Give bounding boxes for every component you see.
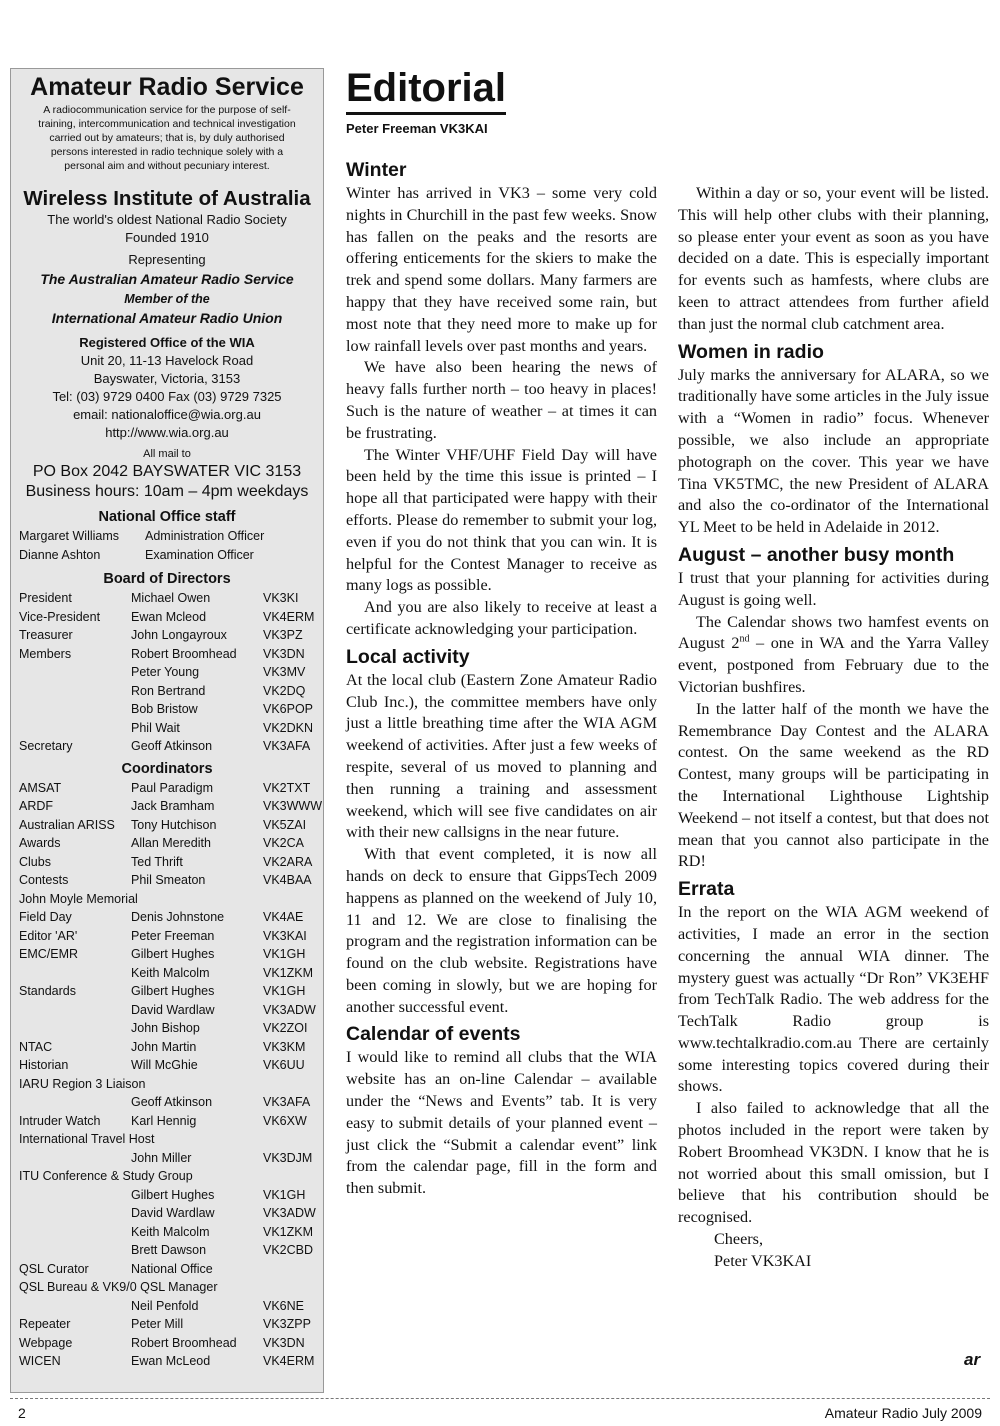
coordinator-row-role: ARDF — [19, 799, 54, 813]
coordinator-row-call: VK6UU — [263, 1058, 305, 1072]
staff-list — [19, 527, 315, 564]
staff-heading: National Office staff — [98, 509, 236, 525]
coordinator-row-call: VK1GH — [263, 1187, 306, 1202]
representing-label: Representing — [128, 252, 206, 267]
paragraph: The Winter VHF/UHF Field Day will have been held by the time this issue is printed – I hope all that participated were happy with their efforts. Please do remember to submit your log, even if you do not think that you can win. It is helpful for the Contest Manager to receive as many logs as possible. — [346, 445, 657, 595]
coordinator-row-name: Karl Hennig — [131, 1113, 197, 1128]
coordinator-row-name: Keith Malcolm — [131, 965, 210, 980]
coordinator-row-name: Phil Smeaton — [131, 873, 206, 887]
coordinator-row-call: VK3DN — [263, 1335, 305, 1350]
coordinator-row — [19, 1297, 315, 1316]
coordinator-row-name: Geoff Atkinson — [131, 1095, 213, 1109]
coordinator-row-role: International Travel Host — [19, 1132, 155, 1146]
coordinator-row-role: WICEN — [19, 1354, 61, 1368]
coordinator-row-role: QSL Curator — [19, 1261, 89, 1276]
editorial-author: Peter Freeman VK3KAI — [346, 121, 488, 136]
coordinators-list — [19, 779, 323, 1371]
coordinator-row — [19, 1130, 315, 1149]
coordinator-row-role: IARU Region 3 Liaison — [19, 1076, 146, 1091]
board-row — [19, 682, 315, 701]
board-row-name: Ron Bertrand — [131, 683, 206, 698]
section-heading-women-in-radio: Women in radio — [678, 340, 824, 363]
coordinator-row-name: Gilbert Hughes — [131, 984, 215, 998]
coordinator-row-role: Awards — [19, 836, 61, 850]
coordinator-row-name: Denis Johnstone — [131, 910, 225, 924]
coordinator-row-call: VK2CA — [263, 836, 304, 850]
board-row-call: VK4ERM — [263, 609, 315, 624]
coordinator-row-call: VK3KM — [263, 1039, 306, 1054]
coordinator-row-name: Allan Meredith — [131, 836, 211, 850]
coordinator-row-call: VK3ZPP — [263, 1317, 311, 1331]
paragraph: At the local club (Eastern Zone Amateur Radio Club Inc.), the committee members have only just a little breathing time after the WIA AGM weekend of activities. After just a few weeks of respite, several of us moved to planning and then running a training and assessment weekend, which will see five candidates on air with their new callsigns in the near future. — [346, 670, 657, 842]
coordinator-row-role: NTAC — [19, 1039, 53, 1054]
coordinator-row-name: John Miller — [131, 1150, 192, 1165]
coordinator-row — [19, 871, 315, 890]
coordinator-row-call: VK1GH — [263, 984, 306, 998]
board-row-call: VK2DKN — [263, 720, 314, 735]
email-address: email: nationaloffice@wia.org.au — [73, 407, 261, 422]
board-row-name: Robert Broomhead — [131, 646, 237, 661]
coordinator-row — [19, 1315, 315, 1334]
coordinator-row-call: VK6NE — [263, 1298, 304, 1313]
publication-footer: Amateur Radio July 2009 — [824, 1405, 982, 1421]
board-row-call: VK3PZ — [263, 628, 303, 642]
staff-row: Dianne Ashton Examination Officer — [19, 547, 254, 562]
section-heading-winter: Winter — [346, 159, 407, 181]
paragraph: The Calendar shows two hamfest events on August 2nd – one in WA and the Yarra Valley event, postponed from February due to the Victorian bushfires. — [678, 612, 989, 696]
coordinator-row — [19, 1241, 315, 1260]
wia-info-sidebar — [10, 68, 324, 1393]
coordinator-row-name: John Martin — [131, 1039, 197, 1054]
coordinator-row-role: Contests — [19, 873, 69, 887]
coordinator-row — [19, 890, 315, 909]
service-description: A radiocommunication service for the purpose of self-training, intercommunication and technical investigation carried out by amateurs; that is, by duly authorised persons interested in radio technique solely with a personal aim and without pecuniary interest. — [38, 104, 296, 172]
coordinator-row — [19, 779, 315, 798]
coordinator-row-name: Tony Hutchison — [131, 817, 217, 832]
board-row-call: VK3MV — [263, 665, 306, 679]
coordinator-row-name: Peter Freeman — [131, 928, 215, 943]
business-hours: Business hours: 10am – 4pm weekdays — [25, 483, 309, 500]
paragraph: In the latter half of the month we have the Remembrance Day Contest and the ALARA contest. On the same weekend as the RD Contest, many groups will be participating in the International Lighthouse Lightship Weekend – not itself a contest, but that does not mean that you cannot also participate in the RD! — [678, 699, 989, 871]
coordinator-row — [19, 927, 315, 946]
coordinator-row — [19, 1278, 315, 1297]
board-row — [19, 589, 315, 608]
member-of-label: Member of the — [124, 292, 210, 306]
board-row-role: Treasurer — [19, 628, 73, 642]
board-row-role: President — [19, 591, 72, 605]
web-address: http://www.wia.org.au — [105, 425, 229, 440]
coordinator-row-name: David Wardlaw — [131, 1206, 215, 1220]
coordinator-row-call: VK3DJM — [263, 1150, 313, 1165]
board-row-name: Bob Bristow — [131, 702, 198, 716]
paragraph: And you are also likely to receive at least a certificate acknowledging your participation. — [346, 598, 657, 638]
coordinator-row-call: VK2ZOI — [263, 1021, 308, 1035]
board-row — [19, 719, 315, 738]
coordinator-row — [19, 945, 315, 964]
coordinator-row-call: VK2CBD — [263, 1243, 314, 1257]
board-row-call: VK3KI — [263, 591, 299, 605]
staff-row: Margaret Williams Administration Officer — [19, 529, 265, 543]
coordinator-row — [19, 1223, 315, 1242]
coordinator-row-name: Robert Broomhead — [131, 1335, 237, 1350]
board-row-role: Vice-President — [19, 609, 101, 624]
section-heading-errata: Errata — [678, 878, 735, 901]
coordinator-row-call: VK2ARA — [263, 854, 313, 869]
coordinator-row-role: Field Day — [19, 910, 72, 924]
wia-tagline: The world's oldest National Radio Society — [47, 212, 287, 227]
board-row-name: Michael Owen — [131, 591, 211, 605]
coordinator-row-name: Will McGhie — [131, 1058, 198, 1072]
section-heading-calendar: Calendar of events — [346, 1023, 521, 1046]
paragraph: In the report on the WIA AGM weekend of activities, I made an error in the section concerning the annual WIA dinner. The mystery guest was actually “Dr Ron” VK3EHF from TechTalk Radio. The web address for the TechTalk Radio group is www.techtalkradio.com.au There are certainly some interesting topics covered during their shows. — [678, 903, 989, 1096]
coordinator-row-name: Neil Penfold — [131, 1298, 199, 1313]
article-column-1 — [346, 158, 657, 1200]
title-underline — [346, 112, 506, 115]
po-box: PO Box 2042 BAYSWATER VIC 3153 — [32, 463, 302, 480]
coordinator-row-call: VK4ERM — [263, 1354, 315, 1368]
coordinator-row-name: Peter Mill — [131, 1317, 184, 1331]
coordinator-row — [19, 1334, 315, 1353]
board-list — [19, 589, 315, 756]
coordinator-row — [19, 1260, 315, 1279]
coordinator-row-role: Standards — [19, 984, 76, 998]
coordinator-row-role: ITU Conference & Study Group — [19, 1169, 193, 1183]
coordinator-row-call: VK1ZKM — [263, 1224, 314, 1239]
coordinator-row-role: EMC/EMR — [19, 947, 79, 961]
office-heading: Registered Office of the WIA — [79, 335, 255, 350]
coordinator-row-name: Paul Paradigm — [131, 780, 213, 795]
coordinator-row — [19, 816, 315, 835]
paragraph: Winter has arrived in VK3 – some very cold nights in Churchill in the past few weeks. Snow has fallen on the peaks and the resorts are offering enticements for the skiers to make the trek and spend some dollars. Many farmers are happy that they have received some rain, but most note that they need more to make up for low rainfall levels over past months and years. — [346, 184, 657, 355]
section-heading-local-activity: Local activity — [346, 645, 470, 668]
mail-to-label: All mail to — [143, 448, 191, 460]
coordinator-row-call: VK1ZKM — [263, 965, 314, 980]
board-row-role: Members — [19, 646, 72, 661]
coordinator-row-call: VK3AFA — [263, 1095, 311, 1109]
board-row-name: Phil Wait — [131, 720, 180, 735]
board-row-call: VK6POP — [263, 702, 314, 716]
coordinator-row — [19, 1204, 315, 1223]
iaru-name: International Amateur Radio Union — [51, 310, 283, 326]
coordinator-row — [19, 797, 323, 816]
coordinator-row — [19, 1167, 315, 1186]
board-row — [19, 663, 315, 682]
coordinator-row-name: Gilbert Hughes — [131, 947, 215, 961]
paragraph: I would like to remind all clubs that the WIA website has an on-line Calendar – available under the “News and Events” tab. It is very easy to submit details of your planned event – just click the “Submit a calendar event” link from the calendar page, fill in the form and then submit. — [346, 1048, 657, 1198]
coordinator-row-role: Australian ARISS — [19, 817, 115, 832]
coordinator-row-call: VK5ZAI — [263, 817, 307, 832]
wia-name: Wireless Institute of Australia — [23, 187, 311, 210]
section-heading-august: August – another busy month — [678, 543, 955, 566]
coordinator-row-call: VK1GH — [263, 947, 306, 961]
paragraph: Within a day or so, your event will be listed. This will help other clubs with their planning, so please enter your event as soon as you have decided on a date. This is especially important for events such as hamfests, where clubs are keen to attract attendees from further afield than just the normal club catchment area. — [678, 184, 989, 333]
signoff-name: Peter VK3KAI — [714, 1251, 812, 1270]
coordinator-row-name: Keith Malcolm — [131, 1224, 210, 1239]
end-of-article-mark: ar — [964, 1350, 981, 1369]
coordinator-row-role: Intruder Watch — [19, 1113, 101, 1128]
coordinator-row-name: Ewan McLeod — [131, 1354, 211, 1368]
paragraph: I trust that your planning for activities during August is going well. — [678, 568, 989, 609]
coordinator-row — [19, 1056, 315, 1075]
coordinator-row-role: John Moyle Memorial — [19, 891, 138, 906]
board-row-name: Ewan Mcleod — [131, 609, 207, 624]
board-row — [19, 700, 315, 719]
coordinator-row-role: AMSAT — [19, 780, 62, 795]
board-row — [19, 608, 315, 627]
coordinator-row-name: Jack Bramham — [131, 799, 215, 813]
coordinator-row-call: VK3ADW — [263, 1002, 316, 1017]
board-row-call: VK3AFA — [263, 739, 311, 753]
coordinator-row — [19, 834, 315, 853]
coordinator-row — [19, 1038, 315, 1057]
coordinator-row-call: VK2TXT — [263, 780, 311, 795]
page-number: 2 — [18, 1405, 26, 1421]
address-line-2: Bayswater, Victoria, 3153 — [93, 371, 241, 386]
board-row-name: Geoff Atkinson — [131, 739, 213, 753]
phone-fax: Tel: (03) 9729 0400 Fax (03) 9729 7325 — [52, 389, 282, 404]
coordinator-row — [19, 964, 315, 983]
coordinator-row-name: David Wardlaw — [131, 1002, 215, 1017]
board-row — [19, 645, 315, 664]
footer-divider — [10, 1398, 990, 1400]
paragraph: July marks the anniversary for ALARA, so we traditionally have some articles in the July issue with a “Women in radio” focus. Whenever possible, we also include an appropriate photograph on the cover. This year we have Tina VK5TMC, the new President of ALARA and also the co-ordinator of the International YL Meet to be held in Adelaide in 2012. — [678, 365, 989, 537]
paragraph: With that event completed, it is now all hands on deck to ensure that GippsTech 2009 happens as planned on the weekend of July 10, 11 and 12. We are close to finalising the program and the registration information can be found on the club website. Registrations have been coming in slowly, but we are hoping for another successful event. — [346, 845, 657, 1016]
coordinator-row-call: VK3WWW — [263, 799, 323, 813]
coordinator-row-name: Brett Dawson — [131, 1243, 207, 1257]
article-column-2 — [678, 183, 989, 1273]
service-represented: The Australian Amateur Radio Service — [40, 271, 294, 287]
coordinator-row — [19, 1186, 315, 1205]
paragraph: I also failed to acknowledge that all the photos included in the report were taken by Robert Broomhead VK3DN. I know that he is not worried about this small omission, but I believe that his contribution should be recognised. — [678, 1099, 989, 1227]
coordinator-row — [19, 1001, 315, 1020]
coordinator-row — [19, 853, 315, 872]
coordinator-row-call: VK3KAI — [263, 928, 307, 943]
paragraph: We have also been hearing the news of heavy falls further north – too heavy in places! Such is the nature of weather – at times it can be frustrating. — [346, 358, 657, 442]
coordinator-row — [19, 908, 315, 927]
board-heading: Board of Directors — [103, 571, 231, 587]
coordinator-row-call: VK6XW — [263, 1113, 307, 1128]
coordinator-row — [19, 1149, 315, 1168]
board-row-name: John Longayroux — [131, 628, 227, 642]
coordinator-row-call: VK4AE — [263, 910, 304, 924]
coordinator-row — [19, 982, 315, 1001]
coordinator-row-role: QSL Bureau & VK9/0 QSL Manager — [19, 1280, 218, 1294]
signoff-greeting: Cheers, — [714, 1230, 763, 1249]
coordinators-heading: Coordinators — [121, 760, 213, 777]
editorial-title: Editorial — [346, 66, 507, 110]
coordinator-row-call: VK3ADW — [263, 1206, 316, 1220]
coordinator-row-name: John Bishop — [131, 1021, 200, 1035]
coordinator-row-name: Gilbert Hughes — [131, 1187, 215, 1202]
service-title: Amateur Radio Service — [30, 73, 304, 101]
coordinator-row — [19, 1352, 315, 1371]
coordinator-row — [19, 1112, 315, 1131]
coordinator-row — [19, 1075, 315, 1094]
board-row-name: Peter Young — [131, 665, 200, 679]
board-row — [19, 737, 315, 756]
coordinator-row-role: Repeater — [19, 1317, 71, 1331]
coordinator-row — [19, 1093, 315, 1112]
board-row — [19, 626, 315, 645]
coordinator-row-role: Historian — [19, 1058, 69, 1072]
coordinator-row-role: Editor 'AR' — [19, 928, 78, 943]
coordinator-row-name: National Office — [131, 1261, 213, 1276]
coordinator-row-name: Ted Thrift — [131, 854, 183, 869]
board-row-call: VK3DN — [263, 646, 305, 661]
coordinator-row — [19, 1019, 315, 1038]
coordinator-row-role: Clubs — [19, 854, 51, 869]
wia-founded: Founded 1910 — [125, 230, 209, 245]
address-line-1: Unit 20, 11-13 Havelock Road — [80, 353, 254, 368]
board-row-role: Secretary — [19, 739, 73, 753]
coordinator-row-role: Webpage — [19, 1335, 73, 1350]
coordinator-row-call: VK4BAA — [263, 873, 312, 887]
board-row-call: VK2DQ — [263, 683, 306, 698]
